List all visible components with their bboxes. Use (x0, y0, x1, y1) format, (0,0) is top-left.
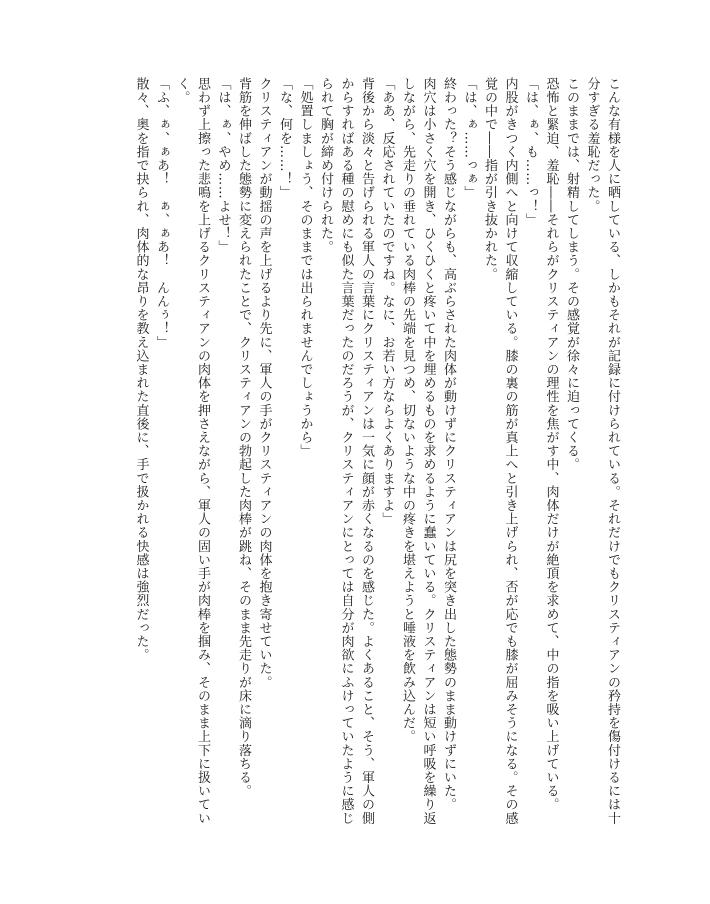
vertical-text-body (130, 77, 622, 837)
paragraph-line: こんな有様を人に晒している、しかもそれが記録に付けられている。それだけでもクリスティアンの矜持を傷付けるには十分すぎる羞恥だった。 (584, 77, 620, 825)
dialogue-line: 「は、ぁ、も……っ！」 (523, 77, 538, 227)
dialogue-line: 「は、ぁ、やめ……よせ！」 (215, 77, 231, 254)
paragraph-line: 背筋を伸ばした態勢に変えられたことで、クリスティアンの勃起した肉棒が跳ね、そのまま先走りが床に滴り落ちる。 (236, 77, 251, 798)
paragraph-line: 散々、奥を指で抉られ、肉体的な昂りを教え込まれた直後に、手で扱かれる快感は強烈だった。 (133, 77, 149, 662)
paragraph-line: クリスティアンが動揺の声を上げるより先に、軍人の手がクリスティアンの肉体を抱き寄せていた。 (256, 77, 272, 689)
paragraph-line: 背後から淡々と告げられる軍人の言葉にクリスティアンは一気に顔が赤くなるのを感じた。よくあること、そう、軍人の側からすればある種の慰めにも似た言葉だったのだろうが、クリスティアンにとっては自分が肉欲にふけっていたように感じられて胸が締め付けられた。 (318, 77, 374, 825)
dialogue-line: 「ああ、反応されていたのですね。なに、お若い方ならよくありますよ」 (379, 77, 395, 526)
paragraph-line: 肉穴は小さく穴を開き、ひくひくと疼いて中を埋めるものを求めるように蠢いている。クリスティアンは短い呼吸を繰り返しながら、先走りの垂れている肉棒の先端を見つめ、切ないような中の疼きを堪えようと唾液を飲み込んだ。 (400, 77, 436, 825)
dialogue-line: 「は、ぁ……っぁ」 (461, 77, 477, 200)
paragraph-line: 思わず上擦った悲鳴を上げるクリスティアンの肉体を押さえながら、軍人の固い手が肉棒を掴み、そのまま上下に扱いていく。 (174, 77, 210, 825)
dialogue-line: 「な、何を……！」 (277, 77, 292, 200)
paragraph-line: このままでは、射精してしまう。その感覚が徐々に迫ってくる。 (564, 77, 579, 472)
paragraph-line: 終わった？そう感じながらも、高ぶらされた肉体が動けずにクリスティアンは尻を突き出した態勢のまま動けずにいた。 (441, 77, 456, 812)
dialogue-line: 「ふ、ぁ、ぁあ！ ぁ、ぁあ！ んんぅ！」 (154, 77, 169, 349)
dialogue-line: 「処置しましょう、そのままでは出られませんでしょうから」 (297, 77, 313, 458)
paragraph-line: 恐怖と緊迫、羞恥――それらがクリスティアンの理性を焦がす中、肉体だけが絶頂を求めて、中の指を吸い上げている。 (543, 77, 559, 812)
paragraph-line: 内股がきつく内側へと向けて収縮している。膝の裏の筋が真上へと引き上げられ、否が応でも膝が屈みそうになる。その感覚の中で――指が引き抜かれた。 (482, 77, 518, 825)
